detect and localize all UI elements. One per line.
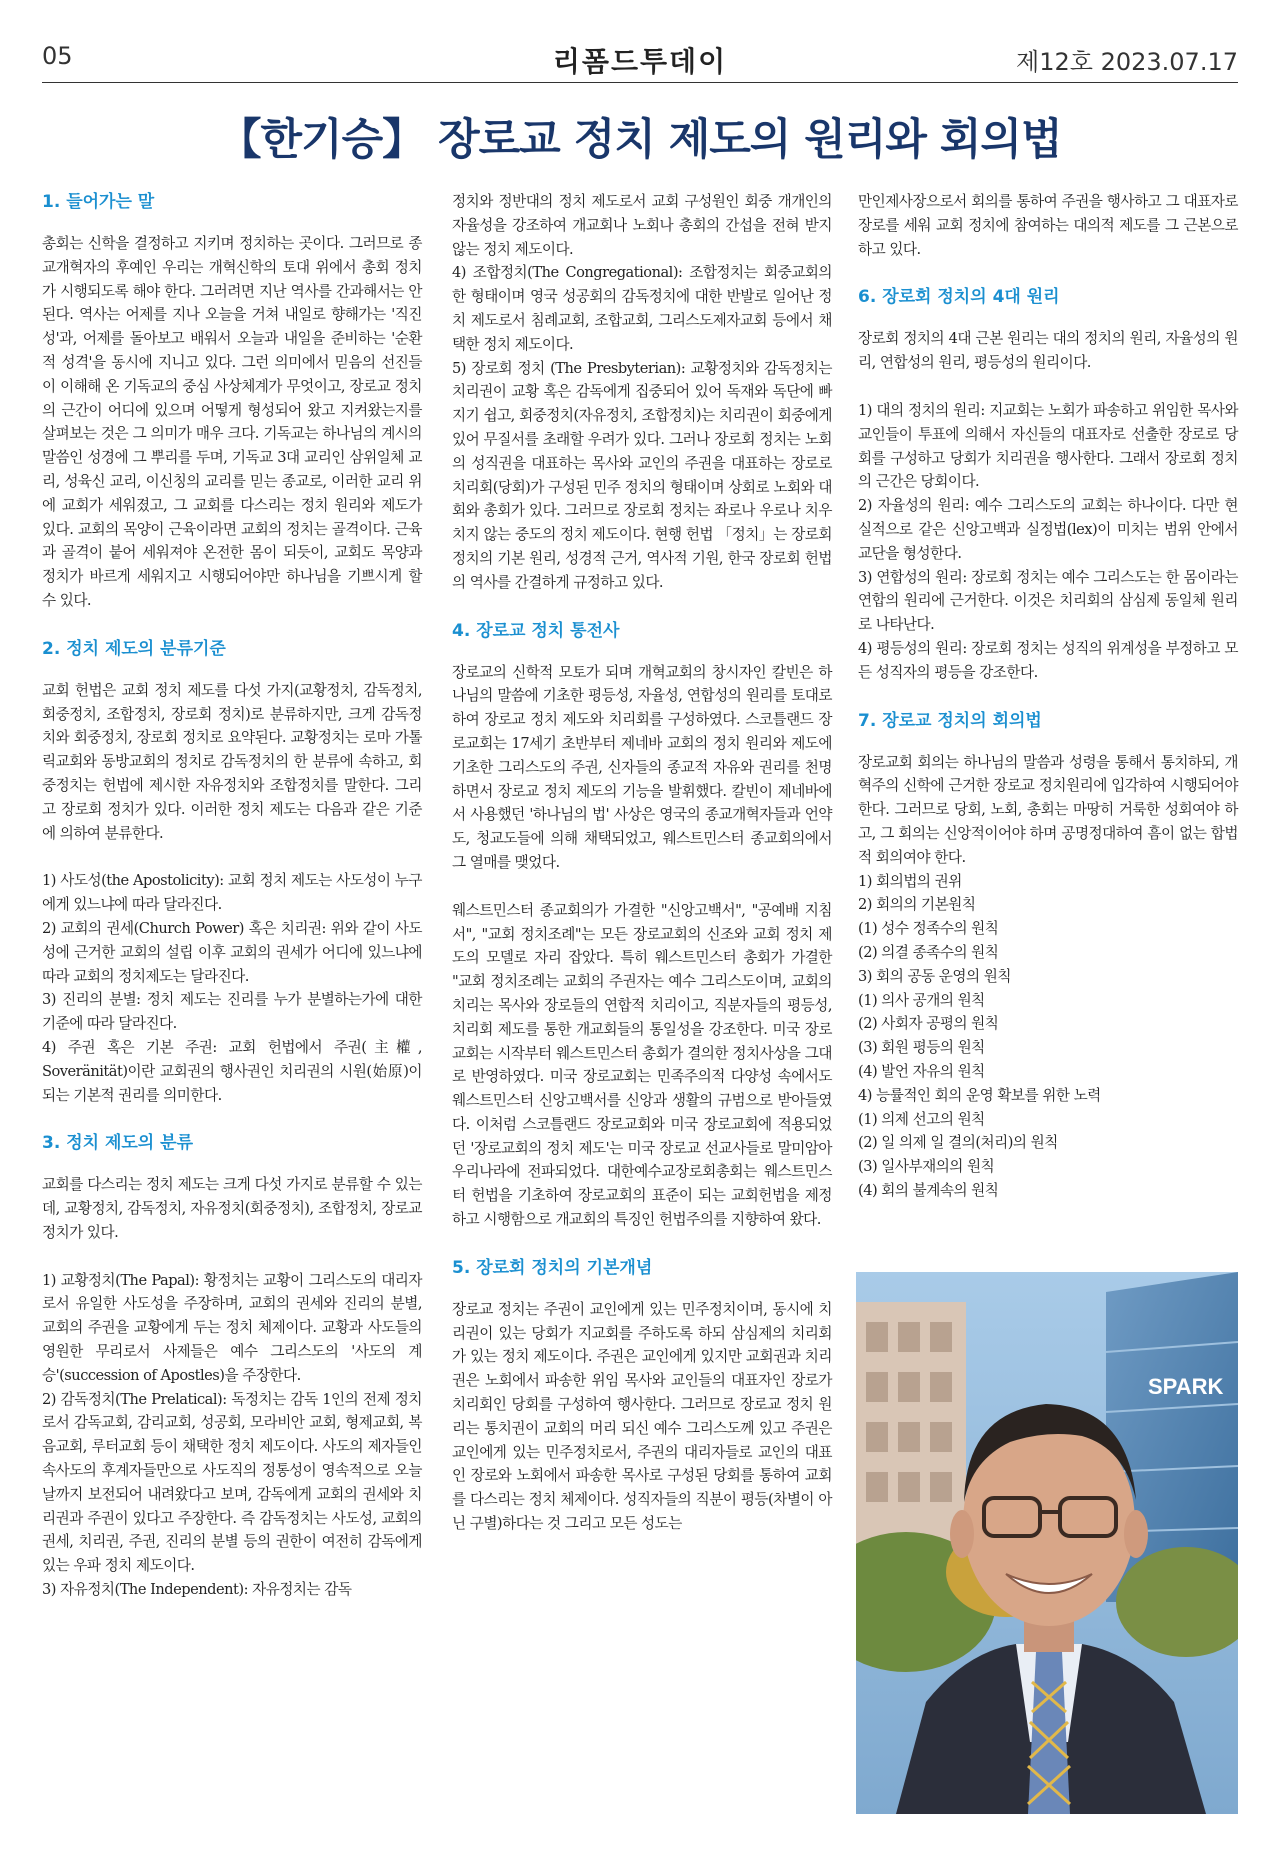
list-item: 2) 감독정치(The Prelatical): 독정치는 감독 1인의 전제 정치로서 감독교회, 감리교회, 성공회, 모라비안 교회, 형제교회, 복음교회, 루터교회 등이 채택한 정치 제도이다. 사도의 제자들인 속사도의 후계자들만으로 사도직의 정통성이 영속적으로 오늘날까지 보전되어 내려왔다고 보며, 감독에게 교회의 권세와 치리권과 주권이 있다고 주장한다. 즉 감독정치는 사도성, 교회의 권세, 치리권, 주권, 진리의 분별 등의 권한이 여전히 감독에게 있는 우파 정치 제도이다. (42, 1390, 422, 1575)
paragraph: 장로교의 신학적 모토가 되며 개혁교회의 창시자인 칼빈은 하나님의 말씀에 기초한 평등성, 자율성, 연합성의 원리를 토대로 하여 장로교 정치 제도와 치리회를 구성하였다. 스코틀랜드 장로교회는 17세기 초반부터 제네바 교회의 정치 원리와 제도에 기초한 그리스도의 주권, 신자들의 종교적 자유와 권리를 천명하면서 장로교 정치 제도의 기능을 발휘했다. 칼빈이 제네바에서 사용했던 '하나님의 법' 사상은 영국의 종교개혁자들과 언약도, 청교도들에 의해 채택되었고, 웨스트민스터 종교회의에서 그 열매를 맺었다. (452, 663, 832, 871)
list-item: (1) 의사 공개의 원칙 (858, 991, 985, 1009)
section-heading: 3. 정치 제도의 분류 (42, 1133, 193, 1154)
list-item: (3) 일사부재의의 원칙 (858, 1158, 995, 1176)
list-item: (1) 성수 정족수의 원칙 (858, 920, 999, 938)
issue-date: 제12호 2023.07.17 (1016, 48, 1238, 76)
newspaper-logo: 리폼드투데이 (552, 45, 728, 78)
list-item: 1) 회의법의 권위 (858, 872, 962, 890)
list-item: 4) 능률적인 회의 운영 확보를 위한 노력 (858, 1086, 1101, 1104)
article-column-2 (452, 190, 832, 1536)
list-item: (1) 의제 선고의 원칙 (858, 1110, 985, 1128)
list-item: 5) 장로회 정치 (The Presbyterian): 교황정치와 감독정치는 치리권이 교황 혹은 감독에게 집중되어 있어 독재와 독단에 빠지기 쉽고, 회중정치(자유정치, 조합정치)는 치리권이 회중에게 있어 무질서를 초래할 우려가 있다. 그러나 장로회 정치는 노회의 성직권을 대표하는 목사와 교인의 주권을 대표하는 장로로 치리회(당회)가 구성된 민주 정치의 형태이며 상회로 노회와 대회와 총회가 있다. 그러므로 장로회 정치는 좌로나 우로나 치우치지 않는 중도의 정치 제도이다. 현행 헌법 「정치」는 장로회 정치의 기본 원리, 성경적 근거, 역사적 기원, 한국 장로회 헌법의 역사를 간결하게 규정하고 있다. (452, 359, 832, 591)
list-item: 3) 연합성의 원리: 장로회 정치는 예수 그리스도는 한 몸이라는 연합의 원리에 근거한다. 이것은 치리회의 삼심제 동일체 원리로 나타난다. (858, 568, 1238, 634)
list-item: 2) 회의의 기본원칙 (858, 896, 976, 914)
section-heading: 2. 정치 제도의 분류기준 (42, 638, 226, 659)
paragraph: 웨스트민스터 종교회의가 가결한 "신앙고백서", "공예배 지침서", "교회 정치조례"는 모든 장로교회의 신조와 교회 정치 제도의 모델로 자리 잡았다. 특히 웨스트민스터 총회가 가결한 "교회 정치조례는 교회의 주권자는 예수 그리스도이며, 교회의 치리는 목사와 장로들의 연합적 치리이고, 직분자들의 평등성, 치리회 제도를 통한 개교회들의 통일성을 강조한다. 미국 장로교회는 시작부터 웨스트민스터 총회가 결의한 정치사상을 그대로 반영하였다. 미국 장로교회는 민족주의적 다양성 속에서도 웨스트민스터 신앙고백서를 신앙과 생활의 규범으로 받아들였다. 이처럼 스코틀랜드 장로교회와 미국 장로교회에 적용되었던 '장로교회의 정치 제도'는 미국 장로교 선교사들로 말미암아 우리나라에 전파되었다. 대한예수교장로회총회는 웨스트민스터 헌법을 기초하여 장로교회의 표준이 되는 교회헌법을 제정하고 시행함으로 개교회의 특징인 헌법주의를 지향하여 왔다. (452, 901, 832, 1229)
article-column-3 (858, 190, 1238, 1203)
list-item: (2) 의결 종족수의 원칙 (858, 943, 999, 961)
list-item: 2) 자율성의 원리: 예수 그리스도의 교회는 하나이다. 다만 현실적으로 같은 신앙고백과 실정법(lex)이 미치는 범위 안에서 교단을 형성한다. (858, 497, 1238, 562)
article-title: 【한기승】 장로교 정치 제도의 원리와 회의법 (218, 115, 1062, 165)
list-item: 4) 평등성의 원리: 장로회 정치는 성직의 위계성을 부정하고 모든 성직자의 평등을 강조한다. (858, 639, 1238, 681)
paragraph: 만인제사장으로서 회의를 통하여 주권을 행사하고 그 대표자로 장로를 세워 교회 정치에 참여하는 대의적 제도를 그 근본으로 하고 있다. (858, 193, 1238, 258)
list-item: (2) 일 의제 일 결의(처리)의 원칙 (858, 1134, 1058, 1152)
page-header (42, 40, 1238, 83)
list-item: 4) 조합정치(The Congregational): 조합정치는 회중교회의 한 형태이며 영국 성공회의 감독정치에 대한 반발로 일어난 정치 제도로서 침례교회, 조합교회, 그리스도제자교회 등에서 채택한 정치 제도이다. (452, 264, 832, 353)
section-heading: 4. 장로교 정치 통전사 (452, 620, 620, 641)
article-column-1 (42, 190, 422, 1602)
list-item: (2) 사회자 공평의 원칙 (858, 1015, 999, 1033)
paragraph: 장로교 정치는 주권이 교인에게 있는 민주정치이며, 동시에 치리권이 있는 당회가 지교회를 주하도록 하되 삼심제의 치리회가 있는 정치 제도이다. 주권은 교인에게 있지만 교회권과 치리권은 노회에서 파송한 위임 목사와 교인들의 대표자인 장로가 치리회인 당회를 구성하여 행사한다. 그러므로 장로교 정치 원리는 통치권이 교회의 머리 되신 예수 그리스도께 있고 주권은 교인에게 있는 민주정치로서, 주권의 대리자들로 교인의 대표인 장로와 노회에서 파송한 목사로 구성된 당회를 통하여 교회를 다스리는 정치 체제이다. 성직자들의 직분이 평등(차별이 아닌 구별)하다는 것 그리고 모든 성도는 (452, 1300, 832, 1533)
section-heading: 5. 장로회 정치의 기본개념 (452, 1257, 653, 1278)
list-item: (3) 회원 평등의 원칙 (858, 1039, 985, 1057)
list-item: (4) 회의 불계속의 원칙 (858, 1181, 999, 1199)
list-item: 2) 교회의 권세(Church Power) 혹은 치리권: 위와 같이 사도성에 근거한 교회의 설립 이후 교회의 권세가 어디에 있느냐에 따라 교회의 정치제도는 달라진다. (42, 919, 422, 985)
list-item: 1) 교황정치(The Papal): 황정치는 교황이 그리스도의 대리자로서 유일한 사도성을 주장하며, 교회의 권세와 진리의 분별, 교회의 주권을 교황에게 두는 정치 체제이다. 교황과 사도들의 영원한 무리로서 사제들은 예수 그리스도의 '사도의 계승'(succession of Apostles)을 주장한다. (42, 1271, 422, 1384)
section-heading: 7. 장로교 정치의 회의법 (858, 710, 1042, 731)
section-heading: 1. 들어가는 말 (42, 192, 155, 212)
building-sign: SPARK (1148, 1374, 1224, 1399)
list-item: 1) 대의 정치의 원리: 지교회는 노회가 파송하고 위임한 목사와 교인들이 투표에 의해서 자신들의 대표자로 선출한 장로로 당회를 구성하고 당회가 치리권을 행사한다. 그래서 장로회 정치의 근간은 당회이다. (858, 401, 1238, 491)
list-item: (4) 발언 자유의 원칙 (858, 1062, 985, 1080)
list-item: 3) 자유정치(The Independent): 자유정치는 감독 (42, 1581, 352, 1599)
paragraph: 교회를 다스리는 정치 제도는 크게 다섯 가지로 분류할 수 있는데, 교황정치, 감독정치, 자유정치(회중정치), 조합정치, 장로교 정치가 있다. (42, 1176, 422, 1241)
list-item: 1) 사도성(the Apostolicity): 교회 정치 제도는 사도성이 누구에게 있느냐에 따라 달라진다. (42, 872, 422, 914)
paragraph: 총회는 신학을 결정하고 지키며 정치하는 곳이다. 그러므로 종교개혁자의 후예인 우리는 개혁신학의 토대 위에서 총회 정치가 시행되도록 해야 한다. 그러려면 지난 역사를 간과해서는 안 된다. 역사는 어제를 지나 오늘을 거쳐 내일로 향해가는 '직진성'과, 어제를 돌아보고 배워서 오늘과 내일을 준비하는 '순환적 성격'을 동시에 지니고 있다. 그런 의미에서 믿음의 선진들이 이해해 온 기독교의 중심 사상체계가 무엇이고, 장로교 정치의 근간이 어디에 있으며 어떻게 형성되어 왔고 지켜왔는지를 살펴보는 것은 그 의미가 매우 크다. 기독교는 하나님의 계시의 말씀인 성경에 그 뿌리를 두며, 기독교 3대 교리인 삼위일체 교리, 성육신 교리, 이신칭의 교리를 믿는 종교로, 이러한 교리 위에 교회가 세워졌고, 그 교회를 다스리는 정치 원리와 제도가 있다. 교회의 목양이 근육이라면 교회의 정치는 골격이다. 근육과 골격이 붙어 세워져야 온전한 몸이 되듯이, 교회도 목양과 정치가 바르게 세워지고 시행되어야만 하나님을 기쁘시게 할 수 있다. (42, 235, 422, 609)
author-photo (856, 1272, 1238, 1814)
paragraph: 장로회 정치의 4대 근본 원리는 대의 정치의 원리, 자율성의 원리, 연합성의 원리, 평등성의 원리이다. (858, 330, 1238, 372)
paragraph: 장로교회 회의는 하나님의 말씀과 성령을 통해서 통치하되, 개혁주의 신학에 근거한 장로교 정치원리에 입각하여 시행되어야 한다. 그러므로 당회, 노회, 총회는 마땅히 거룩한 성회여야 하고, 그 회의는 신앙적이어야 하며 공명정대하여 흠이 없는 합법적 회의여야 한다. (858, 753, 1238, 866)
list-item: 4) 주권 혹은 기본 주권: 교회 헌법에서 주권(主權, Soveränität)이란 교회권의 행사권인 치리권의 시원(始原)이 되는 기본적 권리를 의미한다. (42, 1038, 422, 1104)
paragraph: 정치와 정반대의 정치 제도로서 교회 구성원인 회중 개개인의 자율성을 강조하여 개교회나 노회나 총회의 간섭을 전혀 받지 않는 정치 제도이다. (452, 193, 832, 258)
page-number: 05 (42, 42, 73, 70)
paragraph: 교회 헌법은 교회 정치 제도를 다섯 가지(교황정치, 감독정치, 회중정치, 조합정치, 장로회 정치)로 분류하지만, 크게 감독정치와 회중정치, 장로회 정치로 요약된다. 교황정치는 로마 가톨릭교회와 동방교회의 정치로 감독정치의 한 분류에 속하고, 회중정치는 헌법에 제시한 자유정치와 조합정치를 말한다. 그리고 장로회 정치가 있다. 이러한 정치 제도는 다음과 같은 기준에 의하여 분류한다. (42, 681, 422, 842)
section-heading: 6. 장로회 정치의 4대 원리 (858, 287, 1060, 308)
list-item: 3) 진리의 분별: 정치 제도는 진리를 누가 분별하는가에 대한 기준에 따라 달라진다. (42, 991, 422, 1033)
list-item: 3) 회의 공동 운영의 원칙 (858, 967, 1011, 985)
